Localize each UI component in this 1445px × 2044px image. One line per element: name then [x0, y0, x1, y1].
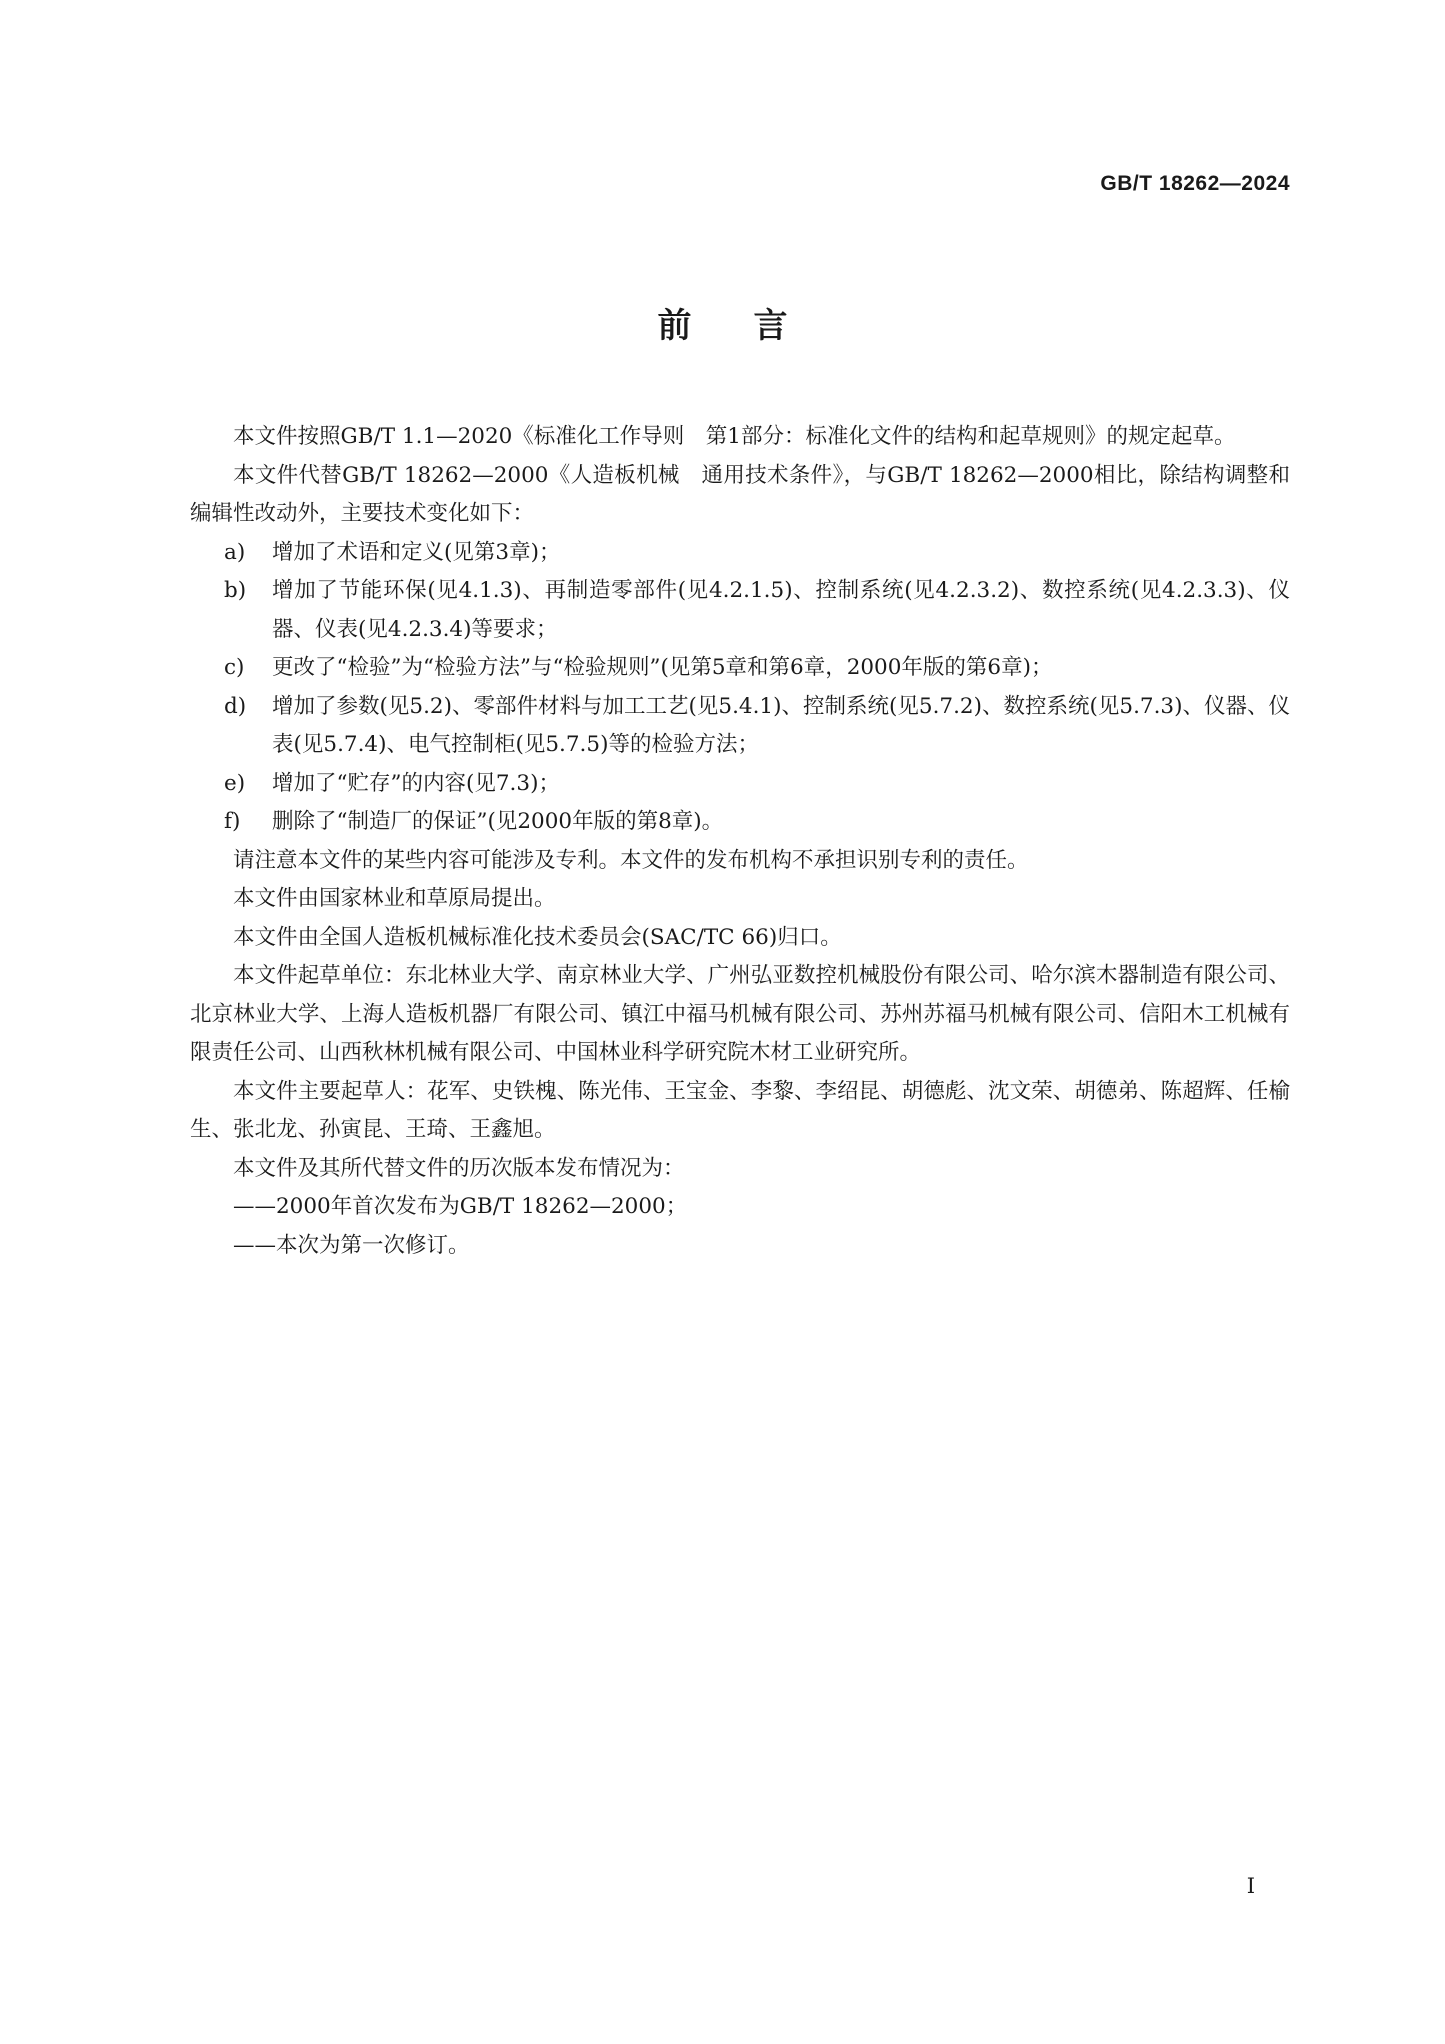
list-marker: f) [224, 809, 241, 834]
page-title: 前言 [657, 306, 850, 346]
change-item-a [190, 534, 1290, 573]
paragraph-proposer: 本文件由国家林业和草原局提出。 [233, 886, 556, 911]
change-item-b [190, 572, 1290, 649]
paragraph-drafting-units: 本文件起草单位：东北林业大学、南京林业大学、广州弘亚数控机械股份有限公司、哈尔滨木器制造有限公司、北京林业大学、上海人造板机器厂有限公司、镇江中福马机械有限公司、苏州苏福马机械有限公司、信阳木工机械有限责任公司、山西秋林机械有限公司、中国林业科学研究院木材工业研究所。 [190, 963, 1290, 1065]
change-text: 更改了“检验”为“检验方法”与“检验规则”(见第5章和第6章，2000年版的第6章)； [272, 655, 1053, 680]
paragraph-replacement-note: 本文件代替GB/T 18262—2000《人造板机械 通用技术条件》，与GB/T 18262—2000相比，除结构调整和编辑性改动外，主要技术变化如下： [190, 462, 1290, 526]
change-item-e [190, 765, 1290, 804]
list-marker: b) [224, 578, 247, 603]
change-item-f [190, 803, 1290, 842]
paragraph-version-history: 本文件及其所代替文件的历次版本发布情况为： [233, 1155, 685, 1181]
change-text: 增加了术语和定义(见第3章)； [272, 539, 561, 565]
change-text: 增加了“贮存”的内容(见7.3)； [272, 770, 560, 796]
page-number: I [1246, 1874, 1255, 1898]
change-text: 删除了“制造厂的保证”(见2000年版的第8章)。 [272, 809, 724, 834]
list-marker: c) [224, 655, 245, 680]
history-item: ——2000年首次发布为GB/T 18262—2000； [233, 1194, 688, 1219]
change-item-d [190, 688, 1290, 765]
change-text: 增加了节能环保(见4.1.3)、再制造零部件(见4.2.1.5)、控制系统(见4.2.3.2)、数控系统(见4.2.3.3)、仪器、仪表(见4.2.3.4)等要求； [272, 578, 1290, 642]
paragraph-patent-notice: 请注意本文件的某些内容可能涉及专利。本文件的发布机构不承担识别专利的责任。 [233, 847, 1029, 873]
paragraph-committee: 本文件由全国人造板机械标准化技术委员会(SAC/TC 66)归口。 [233, 924, 842, 950]
document-body [190, 418, 1290, 1265]
change-text: 增加了参数(见5.2)、零部件材料与加工工艺(见5.4.1)、控制系统(见5.7.2)、数控系统(见5.7.3)、仪器、仪表(见5.7.4)、电气控制柜(见5.7.5)等的检验方法； [272, 693, 1290, 757]
change-item-c [190, 649, 1290, 688]
list-marker: e) [224, 770, 246, 796]
paragraph-drafters: 本文件主要起草人：花军、史铁槐、陈光伟、王宝金、李黎、李绍昆、胡德彪、沈文荣、胡德弟、陈超辉、任榆生、张北龙、孙寅昆、王琦、王鑫旭。 [190, 1078, 1290, 1142]
paragraph-drafting-rules: 本文件按照GB/T 1.1—2020《标准化工作导则 第1部分：标准化文件的结构和起草规则》的规定起草。 [233, 424, 1236, 449]
list-marker: a) [224, 539, 246, 565]
list-marker: d) [224, 693, 247, 719]
history-item: ——本次为第一次修订。 [233, 1232, 470, 1258]
standard-code: GB/T 18262—2024 [1100, 172, 1290, 195]
